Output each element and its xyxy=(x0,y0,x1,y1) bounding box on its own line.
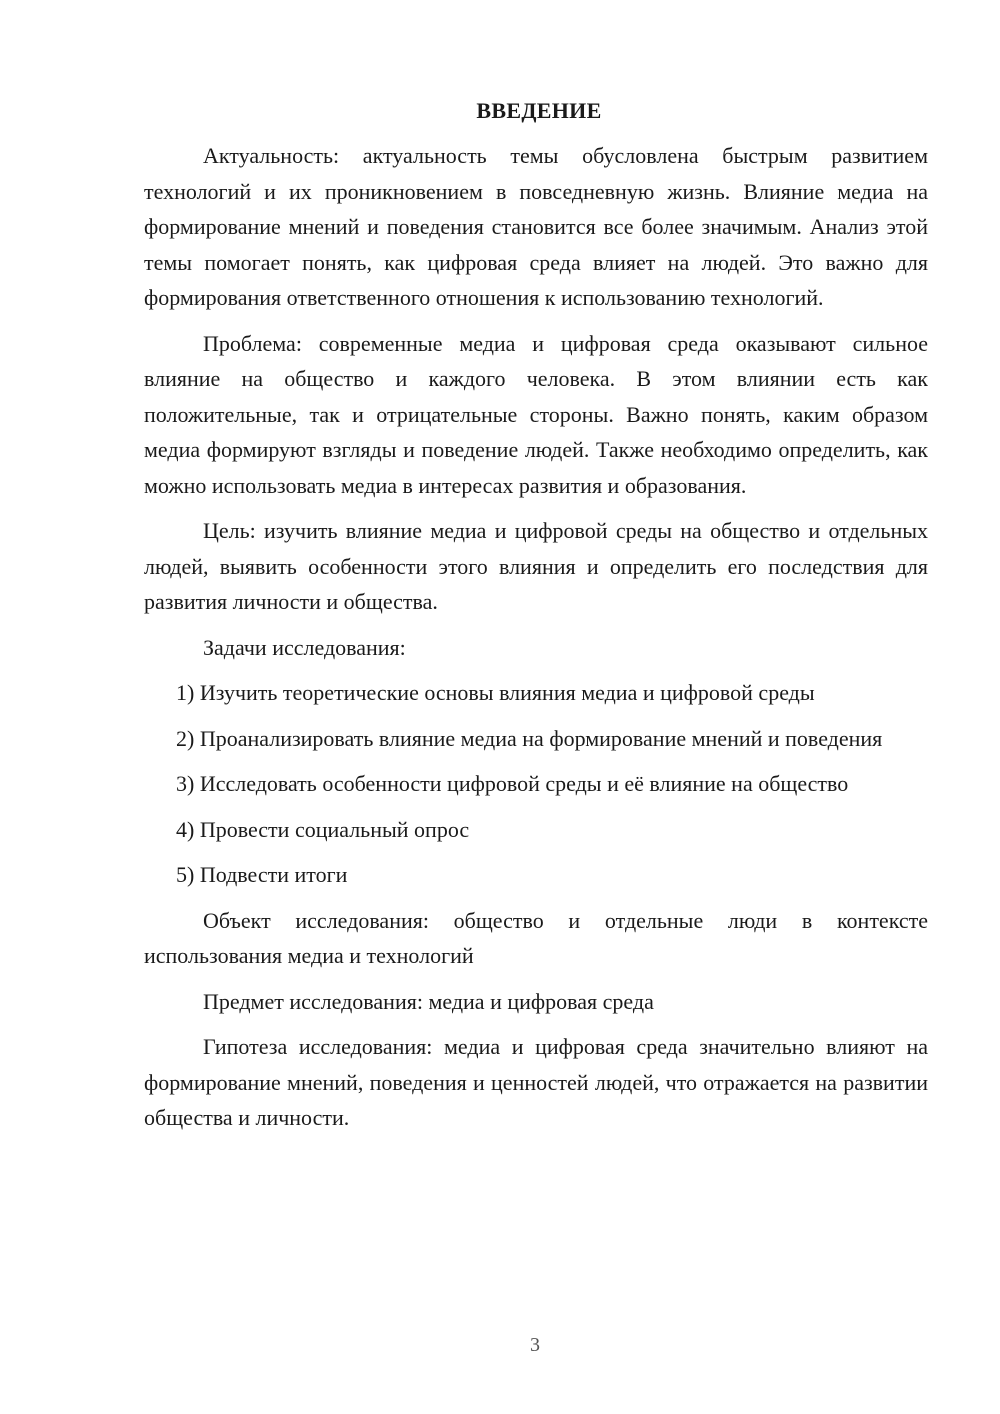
object-paragraph: Объект исследования: общество и отдельные люди в контексте использования медиа и технологий xyxy=(144,907,928,968)
task-item-2: 2) Проанализировать влияние медиа на формирование мнений и поведения xyxy=(176,725,883,751)
task-item-5: 5) Подвести итоги xyxy=(176,862,348,887)
section-heading: ВВЕДЕНИЕ xyxy=(476,98,602,123)
tasks-title: Задачи исследования: xyxy=(203,634,406,660)
relevance-paragraph: Актуальность: актуальность темы обусловлена быстрым развитием технологий и их проникновением в повседневную жизнь. Влияние медиа на формирование мнений и поведения становится все более значимым. Анализ этой темы помогает понять, как цифровая среда влияет на людей. Это важно для формирования ответственного отношения к использованию технологий. xyxy=(144,143,928,310)
hypothesis-paragraph: Гипотеза исследования: медиа и цифровая среда значительно влияют на формирование мнений, поведения и ценностей людей, что отражается на развитии общества и личности. xyxy=(144,1034,928,1130)
subject-paragraph: Предмет исследования: медиа и цифровая среда xyxy=(203,988,654,1014)
goal-paragraph: Цель: изучить влияние медиа и цифровой среды на общество и отдельных людей, выявить особенности этого влияния и определить его последствия для развития личности и общества. xyxy=(144,518,928,614)
problem-paragraph: Проблема: современные медиа и цифровая среда оказывают сильное влияние на общество и каждого человека. В этом влиянии есть как положительные, так и отрицательные стороны. Важно понять, каким образом медиа формируют взгляды и поведение людей. Также необходимо определить, как можно использовать медиа в интересах развития и образования. xyxy=(144,330,928,498)
task-item-3: 3) Исследовать особенности цифровой среды и её влияние на общество xyxy=(176,771,849,796)
page-number: 3 xyxy=(530,1334,540,1356)
task-item-1: 1) Изучить теоретические основы влияния медиа и цифровой среды xyxy=(176,680,815,705)
page-content xyxy=(144,96,928,1146)
task-item-4: 4) Провести социальный опрос xyxy=(176,816,470,842)
